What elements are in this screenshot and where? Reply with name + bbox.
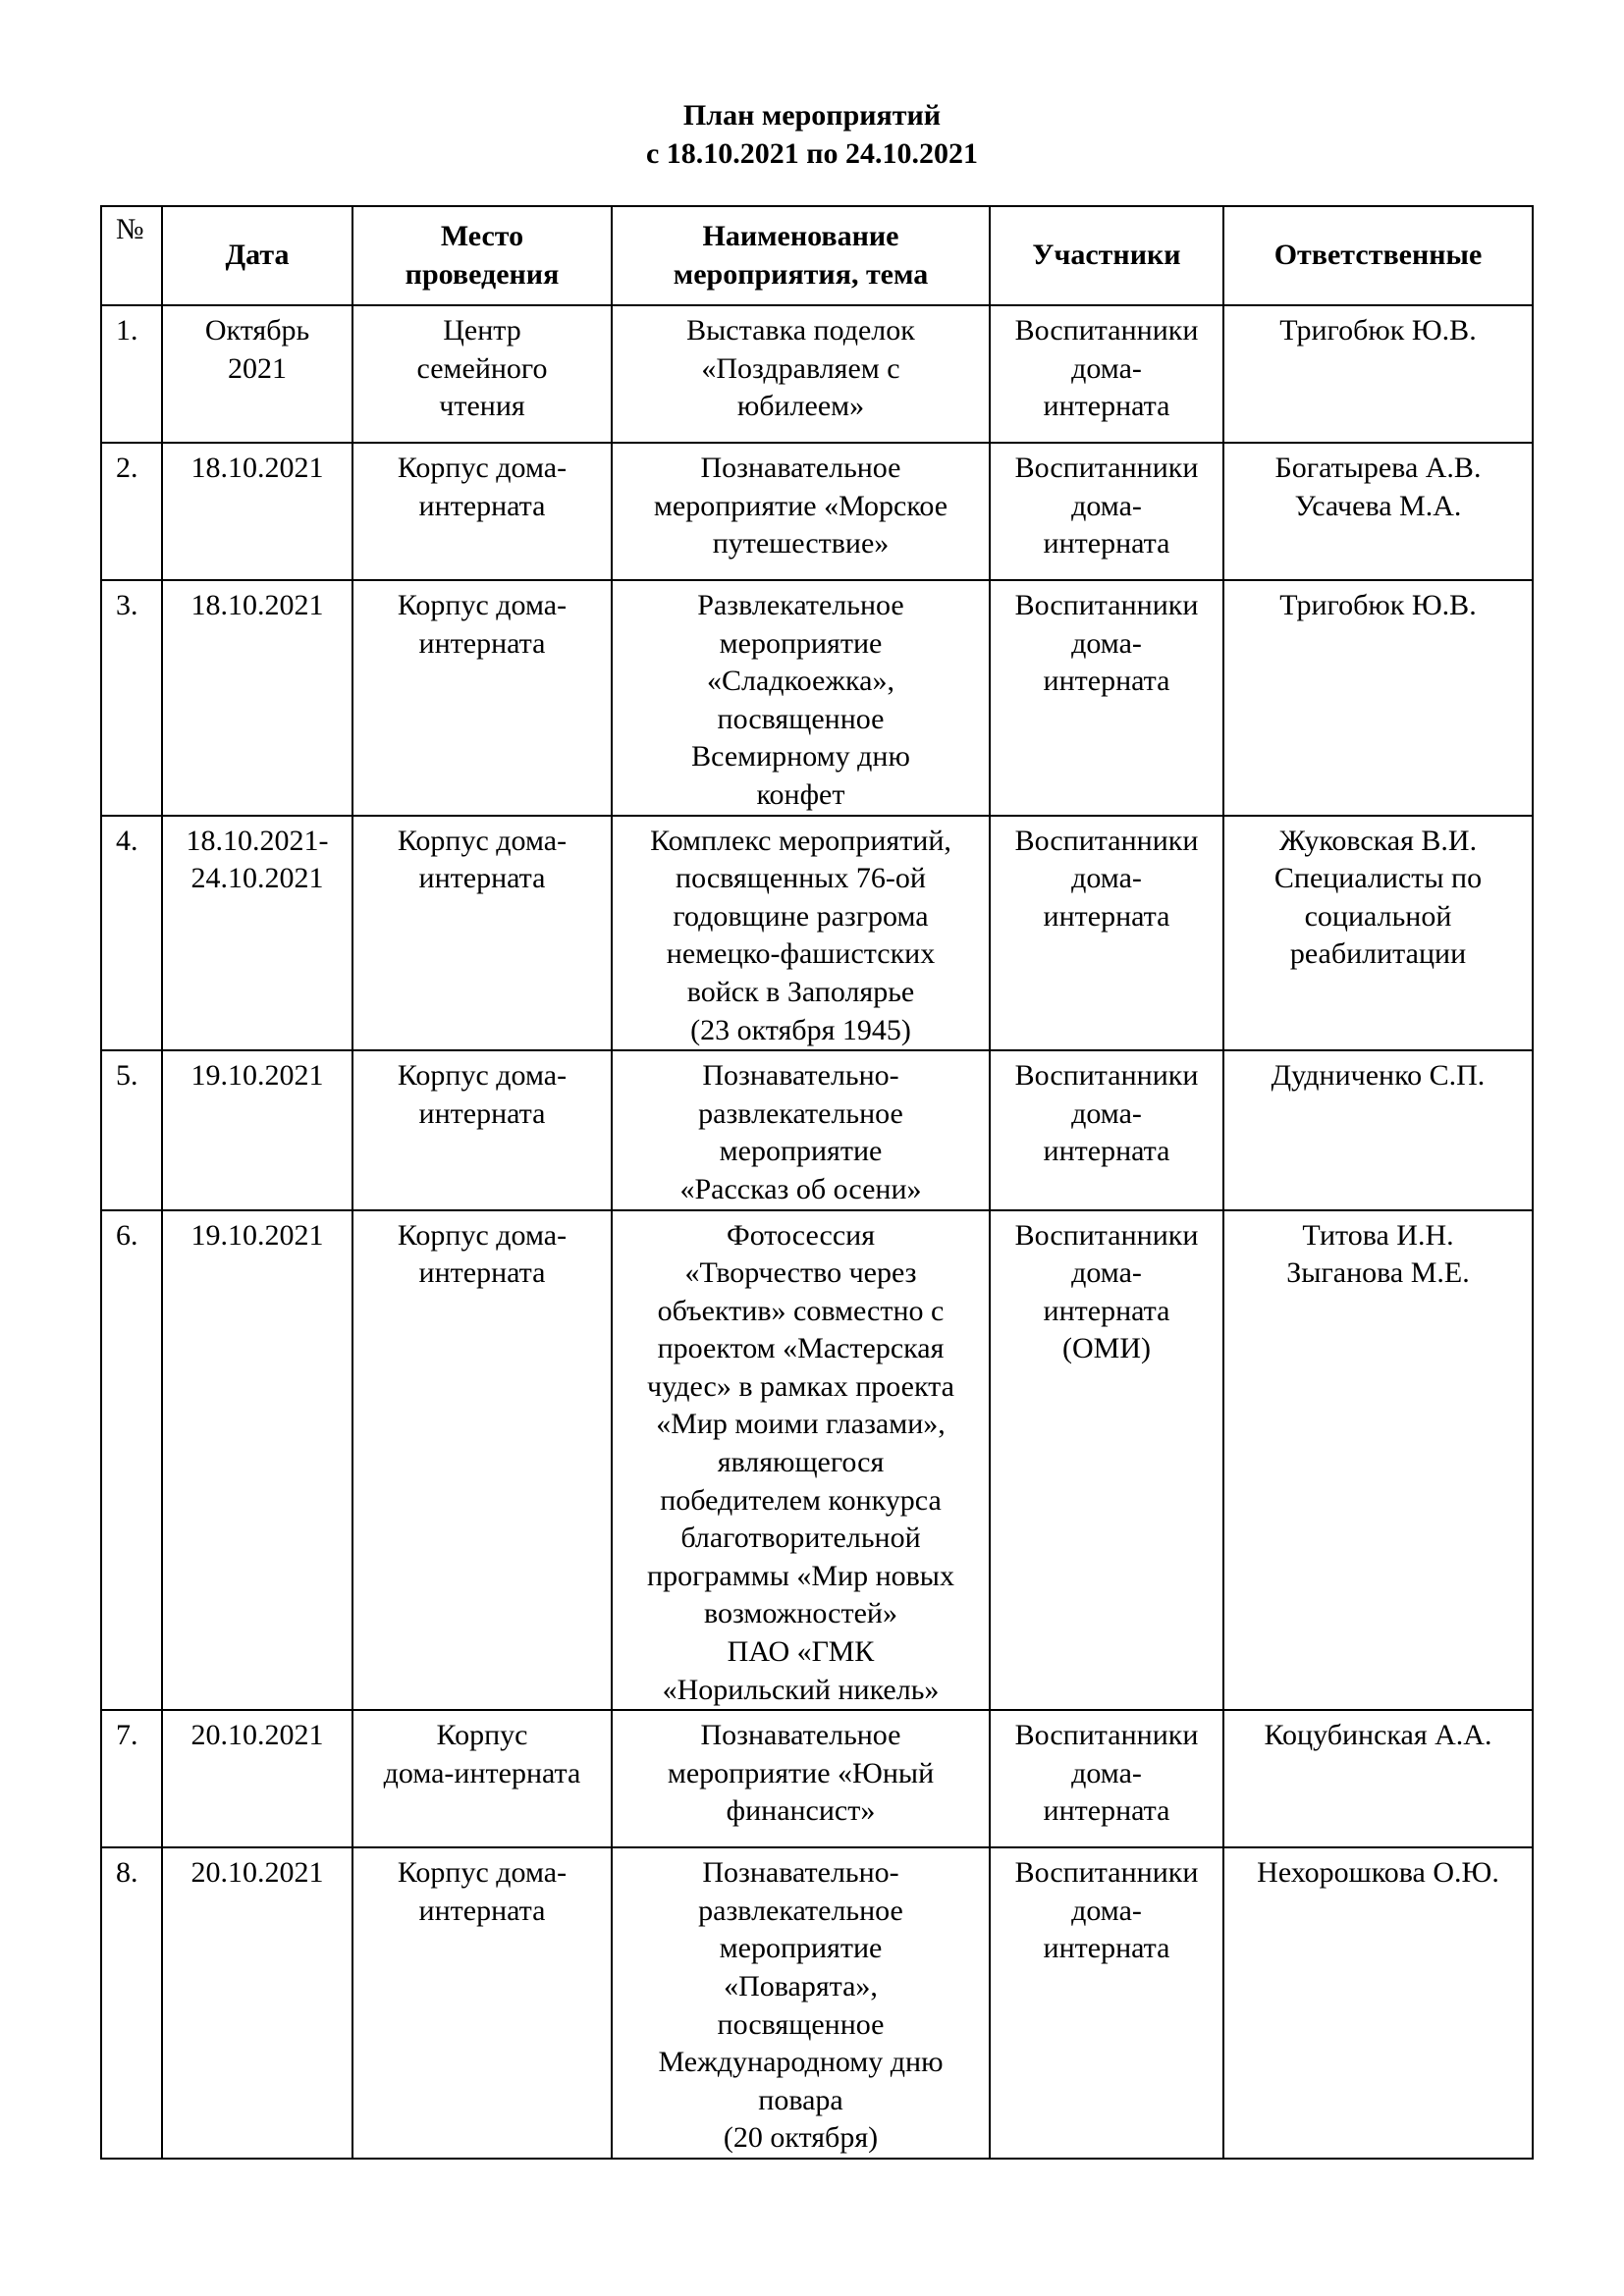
cell-date-line: Октябрь xyxy=(204,314,310,347)
cell-event xyxy=(612,816,990,1051)
cell-participants-line: интерната xyxy=(1043,1294,1170,1327)
cell-responsible xyxy=(1223,1847,1533,2159)
cell-event-line: «Поварята», xyxy=(724,1970,878,2002)
cell-event-line: «Сладкоежка», xyxy=(707,665,894,698)
cell-place-line: Корпус дома- xyxy=(397,1059,568,1093)
cell-event-line: ПАО «ГМК xyxy=(727,1635,875,1669)
cell-event-line: объектив» совместно с xyxy=(657,1294,945,1327)
cell-participants-line: интерната xyxy=(1043,899,1170,933)
cell-place-line: Корпус дома- xyxy=(397,1856,568,1890)
cell-place-line: Корпус xyxy=(436,1719,528,1752)
cell-responsible-line: Тригобюк Ю.В. xyxy=(1279,589,1477,621)
cell-responsible-line: Титова И.Н. xyxy=(1302,1218,1454,1252)
cell-place-line: интерната xyxy=(418,1256,546,1290)
cell-participants xyxy=(990,443,1223,580)
cell-place-line: интерната xyxy=(418,626,546,660)
cell-place xyxy=(352,305,612,443)
header-responsible: Ответственные xyxy=(1223,206,1533,305)
table-body xyxy=(101,305,1533,2159)
cell-place-line: интерната xyxy=(418,1096,546,1130)
cell-place-line: Центр xyxy=(443,314,521,347)
cell-event-line: «Мир моими глазами», xyxy=(656,1408,946,1441)
cell-event-line: путешествие» xyxy=(712,527,890,561)
title-line-1: План мероприятий xyxy=(682,99,942,132)
cell-participants-line: интерната xyxy=(1043,1932,1170,1965)
table-row xyxy=(101,816,1533,1051)
cell-responsible xyxy=(1223,816,1533,1051)
cell-date xyxy=(162,1710,352,1847)
cell-place xyxy=(352,1710,612,1847)
cell-event-line: Познавательное xyxy=(700,1719,901,1752)
cell-number: 5. xyxy=(101,1050,162,1209)
table-row xyxy=(101,580,1533,816)
cell-event-line: мероприятие «Морское xyxy=(653,489,948,522)
cell-date xyxy=(162,1050,352,1209)
cell-place xyxy=(352,1050,612,1209)
header-participants: Участники xyxy=(990,206,1223,305)
cell-date xyxy=(162,816,352,1051)
cell-event-line: финансист» xyxy=(726,1794,876,1828)
cell-date-line: 18.10.2021 xyxy=(190,589,324,621)
cell-responsible-line: Богатырева А.В. xyxy=(1274,452,1482,484)
cell-event-line: «Норильский никель» xyxy=(662,1673,940,1706)
cell-event-line: посвященных 76-ой xyxy=(676,862,926,895)
cell-date xyxy=(162,305,352,443)
cell-event-line: Познавательно- xyxy=(702,1856,899,1890)
cell-participants-line: Воспитанники xyxy=(1014,452,1199,484)
cell-responsible-line: Дудниченко С.П. xyxy=(1271,1059,1486,1093)
cell-place-line: интерната xyxy=(418,489,546,522)
cell-place-line: интерната xyxy=(418,1894,546,1927)
cell-event-line: Познавательно- xyxy=(702,1059,899,1093)
cell-place xyxy=(352,1847,612,2159)
cell-participants-line: Воспитанники xyxy=(1014,1059,1199,1093)
cell-place xyxy=(352,1210,612,1711)
cell-participants-line: дома- xyxy=(1071,1096,1142,1130)
cell-event-line: Всемирному дню xyxy=(691,740,910,774)
cell-responsible-line: Специалисты по xyxy=(1273,862,1483,895)
cell-place-line: Корпус дома- xyxy=(397,452,568,484)
cell-place-line: интерната xyxy=(418,862,546,895)
table-row xyxy=(101,1710,1533,1847)
cell-participants xyxy=(990,580,1223,816)
table-row xyxy=(101,1210,1533,1711)
header-place-line: проведения xyxy=(405,257,560,291)
cell-event-line: посвященное xyxy=(717,702,885,735)
table-header-row xyxy=(101,206,1533,305)
cell-event xyxy=(612,580,990,816)
cell-participants-line: интерната xyxy=(1043,665,1170,698)
cell-responsible-line: социальной xyxy=(1304,899,1452,933)
cell-event-line: благотворительной xyxy=(680,1522,921,1555)
cell-event-line: посвященное xyxy=(717,2007,885,2041)
cell-place xyxy=(352,580,612,816)
header-number: № xyxy=(101,206,162,305)
cell-event xyxy=(612,305,990,443)
cell-participants-line: Воспитанники xyxy=(1014,1719,1199,1752)
cell-participants-line: интерната xyxy=(1043,1794,1170,1828)
cell-date-line: 18.10.2021 xyxy=(190,452,324,484)
cell-participants-line: Воспитанники xyxy=(1014,1218,1199,1252)
cell-participants-line: интерната xyxy=(1043,1135,1170,1168)
cell-participants-line: дома- xyxy=(1071,1756,1142,1789)
cell-number: 6. xyxy=(101,1210,162,1711)
cell-participants-line: интерната xyxy=(1043,390,1170,423)
cell-date-line: 2021 xyxy=(228,351,287,385)
cell-event-line: немецко-фашистских xyxy=(666,937,936,971)
cell-event-line: проектом «Мастерская xyxy=(657,1332,945,1365)
cell-event-line: Развлекательное xyxy=(697,589,904,621)
cell-participants-line: дома- xyxy=(1071,626,1142,660)
table-row xyxy=(101,443,1533,580)
cell-event-line: Международному дню xyxy=(658,2046,944,2079)
cell-place xyxy=(352,816,612,1051)
cell-participants-line: (ОМИ) xyxy=(1062,1332,1151,1365)
header-event-line: Наименование xyxy=(702,219,899,252)
cell-event-line: войск в Заполярье xyxy=(686,975,915,1008)
cell-responsible xyxy=(1223,305,1533,443)
cell-participants xyxy=(990,1050,1223,1209)
cell-number: 3. xyxy=(101,580,162,816)
cell-responsible-line: Усачева М.А. xyxy=(1294,489,1462,522)
cell-date-line: 19.10.2021 xyxy=(190,1218,324,1252)
cell-participants-line: дома- xyxy=(1071,351,1142,385)
cell-number: 2. xyxy=(101,443,162,580)
cell-event-line: возможностей» xyxy=(704,1597,897,1630)
cell-date xyxy=(162,1210,352,1711)
cell-responsible-line: Тригобюк Ю.В. xyxy=(1279,314,1477,347)
cell-responsible-line: Зыганова М.Е. xyxy=(1286,1256,1470,1290)
cell-event xyxy=(612,1847,990,2159)
cell-event-line: Комплекс мероприятий, xyxy=(650,824,951,857)
cell-participants-line: дома- xyxy=(1071,1256,1142,1290)
cell-date xyxy=(162,1847,352,2159)
cell-event-line: являющегося xyxy=(717,1446,885,1479)
cell-event-line: Выставка поделок xyxy=(686,314,915,347)
cell-event-line: Познавательное xyxy=(700,452,901,484)
cell-event-line: Фотосессия xyxy=(727,1218,875,1252)
cell-event-line: победителем конкурса xyxy=(660,1483,942,1517)
cell-event-line: конфет xyxy=(756,777,845,811)
cell-place-line: чтения xyxy=(439,390,525,423)
cell-event-line: «Творчество через xyxy=(684,1256,917,1290)
table-row xyxy=(101,1847,1533,2159)
cell-participants-line: дома- xyxy=(1071,1894,1142,1927)
cell-responsible xyxy=(1223,1050,1533,1209)
cell-event-line: развлекательное xyxy=(698,1894,903,1927)
cell-event-line: «Рассказ об осени» xyxy=(679,1172,922,1205)
cell-number: 7. xyxy=(101,1710,162,1847)
cell-participants-line: Воспитанники xyxy=(1014,1856,1199,1890)
cell-responsible-line: Коцубинская А.А. xyxy=(1264,1719,1492,1752)
cell-responsible-line: Жуковская В.И. xyxy=(1278,824,1478,857)
header-place xyxy=(352,206,612,305)
cell-event-line: развлекательное xyxy=(698,1096,903,1130)
cell-number: 8. xyxy=(101,1847,162,2159)
header-place-line: Место xyxy=(440,219,524,252)
cell-number: 1. xyxy=(101,305,162,443)
cell-responsible-line: реабилитации xyxy=(1289,937,1467,971)
cell-place xyxy=(352,443,612,580)
cell-participants-line: интерната xyxy=(1043,527,1170,561)
cell-date xyxy=(162,580,352,816)
cell-event-line: мероприятие «Юный xyxy=(667,1756,935,1789)
document-title xyxy=(0,96,1624,173)
cell-event-line: повара xyxy=(758,2083,843,2116)
cell-event xyxy=(612,443,990,580)
cell-participants xyxy=(990,305,1223,443)
cell-participants-line: дома- xyxy=(1071,489,1142,522)
cell-event-line: мероприятие xyxy=(719,626,883,660)
table-row xyxy=(101,305,1533,443)
cell-event-line: мероприятие xyxy=(719,1932,883,1965)
events-table xyxy=(100,205,1534,2160)
cell-participants-line: дома- xyxy=(1071,862,1142,895)
cell-place-line: Корпус дома- xyxy=(397,1218,568,1252)
cell-event xyxy=(612,1710,990,1847)
header-event xyxy=(612,206,990,305)
cell-place-line: Корпус дома- xyxy=(397,824,568,857)
cell-date-line: 24.10.2021 xyxy=(190,862,324,895)
cell-place-line: семейного xyxy=(416,351,548,385)
cell-event-line: программы «Мир новых xyxy=(647,1559,954,1592)
cell-event xyxy=(612,1050,990,1209)
cell-responsible xyxy=(1223,443,1533,580)
cell-date-line: 20.10.2021 xyxy=(190,1856,324,1890)
cell-responsible xyxy=(1223,1210,1533,1711)
header-event-line: мероприятия, тема xyxy=(673,257,929,291)
cell-event xyxy=(612,1210,990,1711)
cell-event-line: (23 октября 1945) xyxy=(690,1013,911,1046)
cell-date-line: 20.10.2021 xyxy=(190,1719,324,1752)
cell-participants-line: Воспитанники xyxy=(1014,314,1199,347)
table-row xyxy=(101,1050,1533,1209)
header-date: Дата xyxy=(162,206,352,305)
cell-number: 4. xyxy=(101,816,162,1051)
cell-responsible xyxy=(1223,580,1533,816)
cell-participants xyxy=(990,1847,1223,2159)
cell-place-line: дома-интерната xyxy=(383,1756,581,1789)
cell-date xyxy=(162,443,352,580)
cell-responsible-line: Нехорошкова О.Ю. xyxy=(1257,1856,1499,1890)
cell-participants xyxy=(990,1710,1223,1847)
cell-participants xyxy=(990,1210,1223,1711)
cell-event-line: юбилеем» xyxy=(736,390,865,423)
cell-date-line: 18.10.2021- xyxy=(186,824,329,857)
cell-participants-line: Воспитанники xyxy=(1014,824,1199,857)
title-line-2: с 18.10.2021 по 24.10.2021 xyxy=(645,137,979,170)
cell-event-line: «Поздравляем с xyxy=(701,351,900,385)
cell-date-line: 19.10.2021 xyxy=(190,1059,324,1093)
cell-event-line: годовщине разгрома xyxy=(673,899,929,933)
cell-participants-line: Воспитанники xyxy=(1014,589,1199,621)
cell-place-line: Корпус дома- xyxy=(397,589,568,621)
cell-event-line: (20 октября) xyxy=(723,2121,879,2155)
cell-event-line: мероприятие xyxy=(719,1135,883,1168)
cell-participants xyxy=(990,816,1223,1051)
cell-responsible xyxy=(1223,1710,1533,1847)
cell-event-line: чудес» в рамках проекта xyxy=(647,1369,954,1403)
